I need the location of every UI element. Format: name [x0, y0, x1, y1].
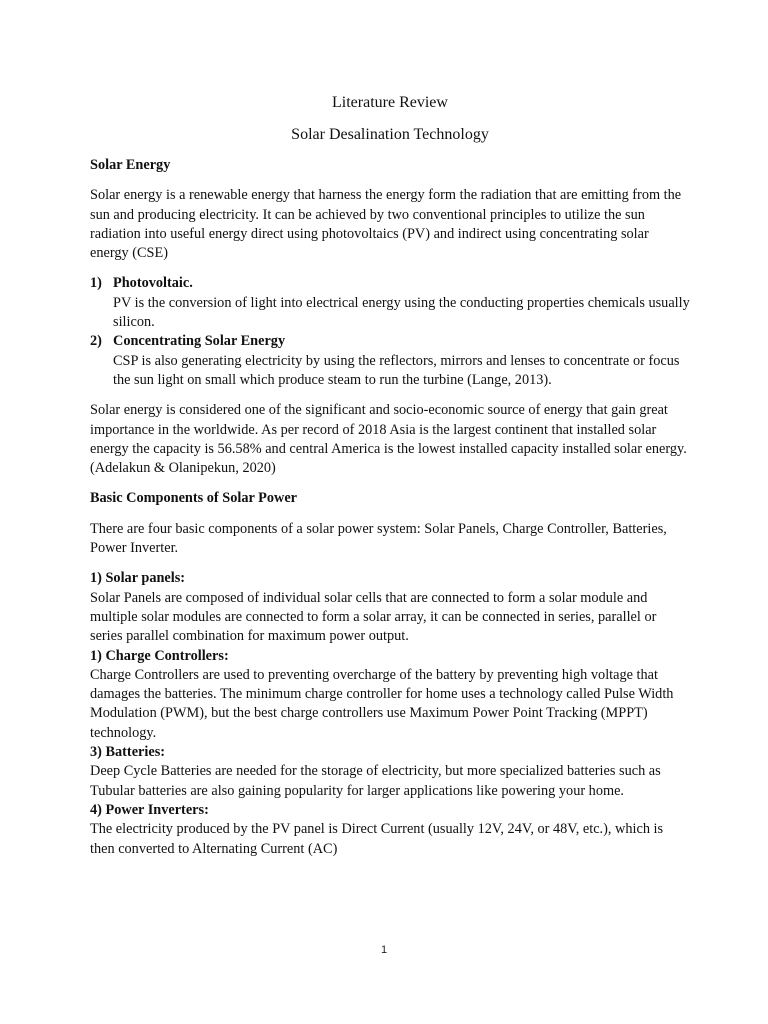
solar-principles-list — [90, 274, 690, 390]
page-number: 1 — [380, 944, 388, 956]
component-title: 3) Batteries: — [90, 744, 166, 761]
list-item-concentrating-solar — [90, 332, 690, 390]
component-title: 4) Power Inverters: — [90, 801, 209, 818]
basic-components-intro-paragraph: There are four basic components of a solar power system: Solar Panels, Charge Controller, Batteries, Power Inverter. — [90, 520, 667, 557]
component-body: Solar Panels are composed of individual solar cells that are connected to form a solar module and multiple solar modules are connected to form a solar array, it can be connected in series, parallel or series parallel combination for maximum power output. — [90, 589, 657, 645]
list-item-title: Photovoltaic. — [113, 275, 193, 292]
component-body: Deep Cycle Batteries are needed for the storage of electricity, but more specialized batteries such as Tubular batteries are also gaining popularity for larger applications like powering your home. — [90, 763, 661, 799]
page-content — [90, 92, 690, 859]
component-charge-controllers — [90, 647, 690, 743]
component-title: 1) Solar panels: — [90, 570, 186, 587]
section-heading-basic-components: Basic Components of Solar Power — [90, 490, 298, 507]
section-heading-solar-energy: Solar Energy — [90, 157, 171, 173]
list-item-photovoltaic — [90, 274, 690, 332]
component-title: 1) Charge Controllers: — [90, 647, 229, 664]
list-item-number: 2) — [90, 333, 102, 350]
component-solar-panels — [90, 569, 690, 646]
document-title: Literature Review — [332, 94, 448, 111]
component-batteries — [90, 743, 690, 801]
component-body: The electricity produced by the PV panel is Direct Current (usually 12V, 24V, or 48V, etc.), which is then converted to Alternating Current (AC) — [90, 821, 664, 857]
list-item-number: 1) — [90, 275, 102, 292]
document-subtitle: Solar Desalination Technology — [291, 126, 489, 143]
list-item-body: CSP is also generating electricity by using the reflectors, mirrors and lenses to concentrate or focus the sun light on small which produce steam to run the turbine (Lange, 2013). — [113, 352, 680, 388]
list-item-title: Concentrating Solar Energy — [113, 333, 286, 350]
solar-energy-closing-paragraph: Solar energy is considered one of the significant and socio-economic source of energy that gain great importance in the worldwide. As per record of 2018 Asia is the largest continent that installed solar energy the capacity is 56.58% and central America is the lowest installed capacity installed solar energy. (Adelakun & Olanipekun, 2020) — [90, 402, 687, 477]
component-power-inverters — [90, 801, 690, 859]
list-item-body: PV is the conversion of light into electrical energy using the conducting properties chemicals usually silicon. — [113, 294, 690, 331]
solar-energy-intro-paragraph: Solar energy is a renewable energy that harness the energy form the radiation that are emitting from the sun and producing electricity. It can be achieved by two conventional principles to utilize the sun radiation into useful energy direct using photovoltaics (PV) and indirect using concentrating solar energy (CSE) — [90, 187, 682, 262]
component-body: Charge Controllers are used to preventing overcharge of the battery by preventing high voltage that damages the batteries. The minimum charge controller for home uses a technology called Pulse Width Modulation (PWM), but the best charge controllers use Maximum Power Point Tracking (MPPT) technology. — [90, 666, 674, 741]
